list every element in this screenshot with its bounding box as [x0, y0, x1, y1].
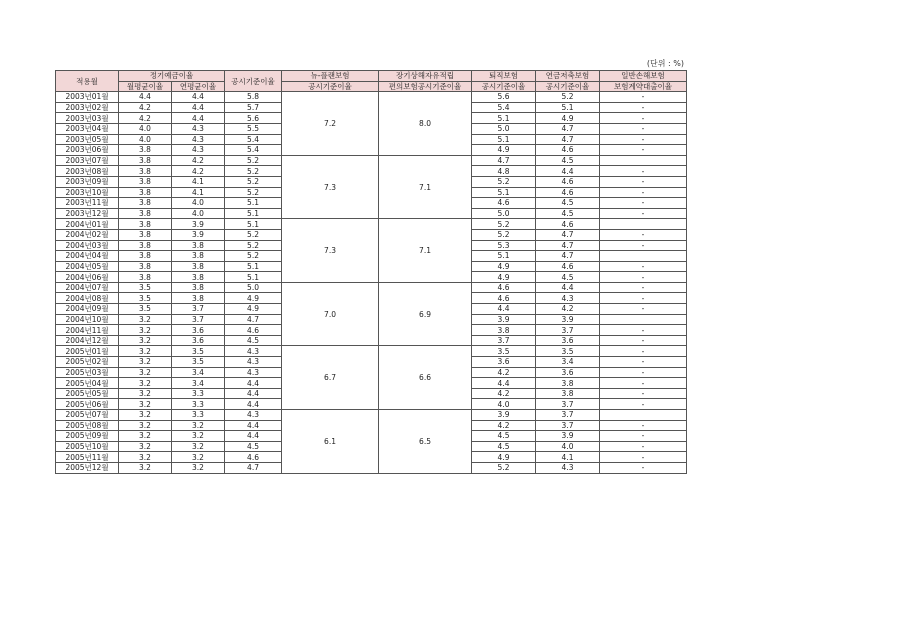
cell-yearly-avg: 3.4	[172, 378, 225, 389]
cell-retire-rate: 3.6	[472, 357, 536, 368]
cell-pension-rate: 4.0	[536, 441, 600, 452]
cell-retire-rate: 4.0	[472, 399, 536, 410]
cell-monthly-avg: 3.5	[119, 282, 172, 293]
cell-public-rate: 5.2	[225, 251, 282, 262]
cell-monthly-avg: 4.0	[119, 134, 172, 145]
cell-date: 2005년05월	[56, 388, 119, 399]
cell-monthly-avg: 3.2	[119, 399, 172, 410]
cell-date: 2003년11월	[56, 198, 119, 209]
header-public-rate: 공시기준이율	[225, 71, 282, 92]
cell-pension-rate: 3.6	[536, 367, 600, 378]
cell-public-rate: 5.4	[225, 145, 282, 156]
cell-yearly-avg: 4.4	[172, 113, 225, 124]
header-newplan-bottom: 공시기준이율	[282, 81, 379, 92]
cell-retire-rate: 5.2	[472, 219, 536, 230]
cell-monthly-avg: 3.8	[119, 219, 172, 230]
cell-retire-rate: 5.0	[472, 123, 536, 134]
cell-retire-rate: 5.1	[472, 187, 536, 198]
cell-monthly-avg: 3.8	[119, 261, 172, 272]
cell-pension-rate: 4.6	[536, 261, 600, 272]
cell-date: 2004년07월	[56, 282, 119, 293]
cell-pension-rate: 3.8	[536, 388, 600, 399]
cell-longterm-rate: 6.6	[379, 346, 472, 410]
cell-public-rate: 4.3	[225, 410, 282, 421]
cell-monthly-avg: 3.2	[119, 410, 172, 421]
cell-yearly-avg: 4.1	[172, 187, 225, 198]
cell-date: 2005년01월	[56, 346, 119, 357]
cell-monthly-avg: 3.2	[119, 367, 172, 378]
cell-monthly-avg: 3.8	[119, 166, 172, 177]
cell-general-rate: -	[600, 208, 687, 219]
cell-general-rate: -	[600, 304, 687, 315]
cell-public-rate: 5.4	[225, 134, 282, 145]
cell-monthly-avg: 3.5	[119, 304, 172, 315]
cell-yearly-avg: 3.2	[172, 462, 225, 473]
cell-retire-rate: 4.7	[472, 155, 536, 166]
cell-date: 2003년10월	[56, 187, 119, 198]
cell-pension-rate: 4.3	[536, 293, 600, 304]
header-yearly-avg: 연평균이율	[172, 81, 225, 92]
unit-label: (단위 : %)	[646, 59, 684, 68]
cell-general-rate: -	[600, 261, 687, 272]
cell-general-rate: -	[600, 325, 687, 336]
cell-monthly-avg: 3.8	[119, 198, 172, 209]
cell-retire-rate: 4.9	[472, 452, 536, 463]
header-monthly-avg: 월평균이율	[119, 81, 172, 92]
cell-general-rate: -	[600, 452, 687, 463]
cell-public-rate: 5.2	[225, 187, 282, 198]
cell-newplan-rate: 6.7	[282, 346, 379, 410]
cell-monthly-avg: 3.2	[119, 388, 172, 399]
cell-monthly-avg: 3.8	[119, 145, 172, 156]
cell-yearly-avg: 4.3	[172, 134, 225, 145]
cell-general-rate: -	[600, 399, 687, 410]
cell-retire-rate: 4.2	[472, 388, 536, 399]
cell-general-rate	[600, 410, 687, 421]
cell-general-rate: -	[600, 229, 687, 240]
cell-general-rate: -	[600, 367, 687, 378]
cell-monthly-avg: 3.2	[119, 378, 172, 389]
header-pension-bottom: 공시기준이율	[536, 81, 600, 92]
cell-monthly-avg: 3.8	[119, 187, 172, 198]
cell-pension-rate: 5.1	[536, 102, 600, 113]
cell-pension-rate: 3.6	[536, 335, 600, 346]
cell-monthly-avg: 4.2	[119, 113, 172, 124]
cell-retire-rate: 5.1	[472, 251, 536, 262]
cell-yearly-avg: 3.9	[172, 229, 225, 240]
cell-yearly-avg: 3.2	[172, 420, 225, 431]
table-row	[56, 282, 687, 293]
cell-general-rate: -	[600, 272, 687, 283]
cell-public-rate: 4.9	[225, 304, 282, 315]
cell-pension-rate: 3.5	[536, 346, 600, 357]
cell-date: 2003년12월	[56, 208, 119, 219]
cell-public-rate: 5.2	[225, 155, 282, 166]
cell-public-rate: 5.1	[225, 261, 282, 272]
cell-pension-rate: 3.7	[536, 325, 600, 336]
cell-pension-rate: 5.2	[536, 92, 600, 103]
cell-monthly-avg: 3.8	[119, 272, 172, 283]
cell-yearly-avg: 3.9	[172, 219, 225, 230]
cell-monthly-avg: 3.2	[119, 314, 172, 325]
cell-date: 2004년04월	[56, 251, 119, 262]
cell-general-rate	[600, 251, 687, 262]
cell-retire-rate: 4.9	[472, 261, 536, 272]
cell-public-rate: 5.8	[225, 92, 282, 103]
cell-general-rate: -	[600, 441, 687, 452]
cell-yearly-avg: 3.5	[172, 346, 225, 357]
cell-public-rate: 5.5	[225, 123, 282, 134]
cell-date: 2003년06월	[56, 145, 119, 156]
cell-public-rate: 4.7	[225, 462, 282, 473]
cell-general-rate: -	[600, 431, 687, 442]
header-date: 적용월	[56, 71, 119, 92]
cell-pension-rate: 4.9	[536, 113, 600, 124]
cell-pension-rate: 3.4	[536, 357, 600, 368]
cell-public-rate: 5.2	[225, 166, 282, 177]
cell-general-rate: -	[600, 176, 687, 187]
cell-pension-rate: 3.7	[536, 420, 600, 431]
cell-date: 2005년04월	[56, 378, 119, 389]
cell-pension-rate: 4.4	[536, 282, 600, 293]
cell-monthly-avg: 4.0	[119, 123, 172, 134]
cell-retire-rate: 3.5	[472, 346, 536, 357]
cell-general-rate: -	[600, 388, 687, 399]
cell-general-rate	[600, 219, 687, 230]
cell-monthly-avg: 3.8	[119, 240, 172, 251]
cell-monthly-avg: 4.4	[119, 92, 172, 103]
cell-date: 2005년06월	[56, 399, 119, 410]
cell-retire-rate: 4.2	[472, 420, 536, 431]
cell-retire-rate: 4.9	[472, 145, 536, 156]
cell-date: 2003년05월	[56, 134, 119, 145]
cell-yearly-avg: 3.5	[172, 357, 225, 368]
cell-general-rate: -	[600, 198, 687, 209]
cell-public-rate: 4.6	[225, 325, 282, 336]
cell-yearly-avg: 3.8	[172, 282, 225, 293]
cell-retire-rate: 4.2	[472, 367, 536, 378]
cell-general-rate: -	[600, 123, 687, 134]
cell-yearly-avg: 3.8	[172, 261, 225, 272]
table-row	[56, 155, 687, 166]
cell-general-rate: -	[600, 282, 687, 293]
cell-public-rate: 5.2	[225, 240, 282, 251]
cell-retire-rate: 5.2	[472, 229, 536, 240]
cell-general-rate: -	[600, 335, 687, 346]
cell-date: 2003년03월	[56, 113, 119, 124]
cell-general-rate: -	[600, 145, 687, 156]
cell-public-rate: 4.4	[225, 388, 282, 399]
cell-pension-rate: 4.5	[536, 272, 600, 283]
cell-general-rate: -	[600, 346, 687, 357]
cell-date: 2004년03월	[56, 240, 119, 251]
cell-longterm-rate: 6.9	[379, 282, 472, 346]
cell-public-rate: 5.1	[225, 198, 282, 209]
cell-newplan-rate: 6.1	[282, 410, 379, 474]
cell-general-rate: -	[600, 102, 687, 113]
cell-public-rate: 4.7	[225, 314, 282, 325]
cell-public-rate: 4.4	[225, 431, 282, 442]
cell-monthly-avg: 3.5	[119, 293, 172, 304]
header-longterm-top: 장기상해자유적립	[379, 71, 472, 82]
cell-retire-rate: 4.9	[472, 272, 536, 283]
cell-retire-rate: 5.2	[472, 462, 536, 473]
cell-pension-rate: 4.6	[536, 145, 600, 156]
cell-pension-rate: 3.8	[536, 378, 600, 389]
table-body	[56, 92, 687, 473]
cell-public-rate: 5.2	[225, 176, 282, 187]
cell-pension-rate: 4.1	[536, 452, 600, 463]
cell-date: 2004년12월	[56, 335, 119, 346]
cell-yearly-avg: 4.0	[172, 198, 225, 209]
cell-yearly-avg: 3.3	[172, 388, 225, 399]
cell-general-rate: -	[600, 420, 687, 431]
cell-yearly-avg: 3.4	[172, 367, 225, 378]
cell-yearly-avg: 3.8	[172, 240, 225, 251]
cell-retire-rate: 5.2	[472, 176, 536, 187]
cell-newplan-rate: 7.3	[282, 155, 379, 219]
cell-pension-rate: 4.5	[536, 208, 600, 219]
cell-retire-rate: 5.3	[472, 240, 536, 251]
cell-public-rate: 5.1	[225, 208, 282, 219]
cell-monthly-avg: 3.8	[119, 155, 172, 166]
cell-retire-rate: 5.1	[472, 134, 536, 145]
cell-pension-rate: 3.9	[536, 314, 600, 325]
cell-public-rate: 4.9	[225, 293, 282, 304]
cell-date: 2003년09월	[56, 176, 119, 187]
cell-monthly-avg: 3.8	[119, 176, 172, 187]
cell-monthly-avg: 3.8	[119, 208, 172, 219]
cell-monthly-avg: 3.2	[119, 346, 172, 357]
cell-date: 2005년09월	[56, 431, 119, 442]
cell-date: 2004년02월	[56, 229, 119, 240]
header-newplan-top: 뉴-플랜보험	[282, 71, 379, 82]
cell-date: 2004년08월	[56, 293, 119, 304]
table-row	[56, 410, 687, 421]
cell-yearly-avg: 3.6	[172, 335, 225, 346]
cell-date: 2004년06월	[56, 272, 119, 283]
cell-retire-rate: 4.6	[472, 198, 536, 209]
cell-public-rate: 4.3	[225, 367, 282, 378]
cell-pension-rate: 4.4	[536, 166, 600, 177]
cell-public-rate: 4.4	[225, 378, 282, 389]
cell-yearly-avg: 3.2	[172, 441, 225, 452]
cell-date: 2003년01월	[56, 92, 119, 103]
cell-pension-rate: 4.5	[536, 155, 600, 166]
cell-monthly-avg: 3.2	[119, 325, 172, 336]
cell-public-rate: 4.6	[225, 452, 282, 463]
table-row	[56, 219, 687, 230]
cell-public-rate: 5.0	[225, 282, 282, 293]
cell-retire-rate: 3.7	[472, 335, 536, 346]
cell-public-rate: 4.4	[225, 399, 282, 410]
cell-longterm-rate: 6.5	[379, 410, 472, 474]
cell-date: 2004년05월	[56, 261, 119, 272]
cell-date: 2003년07월	[56, 155, 119, 166]
cell-newplan-rate: 7.0	[282, 282, 379, 346]
cell-pension-rate: 3.9	[536, 431, 600, 442]
header-longterm-bottom: 편의보험공시기준이율	[379, 81, 472, 92]
cell-general-rate: -	[600, 92, 687, 103]
cell-date: 2003년02월	[56, 102, 119, 113]
cell-monthly-avg: 3.2	[119, 357, 172, 368]
cell-retire-rate: 4.5	[472, 431, 536, 442]
cell-general-rate: -	[600, 240, 687, 251]
interest-rate-table	[55, 70, 687, 474]
cell-public-rate: 5.6	[225, 113, 282, 124]
cell-pension-rate: 4.7	[536, 123, 600, 134]
cell-monthly-avg: 3.2	[119, 462, 172, 473]
cell-yearly-avg: 4.0	[172, 208, 225, 219]
cell-general-rate	[600, 155, 687, 166]
cell-monthly-avg: 4.2	[119, 102, 172, 113]
cell-yearly-avg: 4.1	[172, 176, 225, 187]
cell-date: 2005년12월	[56, 462, 119, 473]
cell-retire-rate: 4.4	[472, 378, 536, 389]
cell-retire-rate: 3.8	[472, 325, 536, 336]
cell-monthly-avg: 3.8	[119, 251, 172, 262]
cell-public-rate: 5.7	[225, 102, 282, 113]
cell-retire-rate: 3.9	[472, 410, 536, 421]
cell-yearly-avg: 3.8	[172, 293, 225, 304]
cell-pension-rate: 4.6	[536, 219, 600, 230]
header-retire-bottom: 공시기준이율	[472, 81, 536, 92]
cell-public-rate: 5.1	[225, 219, 282, 230]
header-general-bottom: 보험계약대출이율	[600, 81, 687, 92]
cell-yearly-avg: 4.3	[172, 145, 225, 156]
cell-newplan-rate: 7.2	[282, 92, 379, 156]
cell-retire-rate: 4.5	[472, 441, 536, 452]
cell-date: 2005년02월	[56, 357, 119, 368]
cell-retire-rate: 5.1	[472, 113, 536, 124]
cell-retire-rate: 5.4	[472, 102, 536, 113]
cell-yearly-avg: 3.7	[172, 314, 225, 325]
cell-yearly-avg: 3.8	[172, 251, 225, 262]
cell-monthly-avg: 3.2	[119, 335, 172, 346]
cell-monthly-avg: 3.2	[119, 452, 172, 463]
cell-monthly-avg: 3.2	[119, 431, 172, 442]
cell-public-rate: 4.4	[225, 420, 282, 431]
cell-retire-rate: 4.6	[472, 293, 536, 304]
cell-general-rate: -	[600, 462, 687, 473]
cell-date: 2004년01월	[56, 219, 119, 230]
cell-public-rate: 5.1	[225, 272, 282, 283]
cell-general-rate: -	[600, 187, 687, 198]
header-deposit-group: 정기예금이율	[119, 71, 225, 82]
header-retire-top: 퇴직보험	[472, 71, 536, 82]
cell-public-rate: 5.2	[225, 229, 282, 240]
header-general-top: 일반손해보험	[600, 71, 687, 82]
cell-pension-rate: 3.7	[536, 399, 600, 410]
cell-pension-rate: 4.2	[536, 304, 600, 315]
cell-monthly-avg: 3.2	[119, 420, 172, 431]
cell-date: 2003년08월	[56, 166, 119, 177]
cell-general-rate: -	[600, 357, 687, 368]
cell-newplan-rate: 7.3	[282, 219, 379, 283]
cell-pension-rate: 4.7	[536, 229, 600, 240]
cell-monthly-avg: 3.8	[119, 229, 172, 240]
cell-pension-rate: 4.6	[536, 187, 600, 198]
cell-yearly-avg: 4.2	[172, 155, 225, 166]
cell-pension-rate: 3.7	[536, 410, 600, 421]
cell-date: 2005년03월	[56, 367, 119, 378]
cell-general-rate: -	[600, 378, 687, 389]
cell-retire-rate: 4.6	[472, 282, 536, 293]
cell-yearly-avg: 3.8	[172, 272, 225, 283]
cell-date: 2005년07월	[56, 410, 119, 421]
cell-general-rate: -	[600, 113, 687, 124]
cell-retire-rate: 5.0	[472, 208, 536, 219]
cell-pension-rate: 4.5	[536, 198, 600, 209]
cell-general-rate: -	[600, 166, 687, 177]
table-row	[56, 346, 687, 357]
cell-public-rate: 4.5	[225, 441, 282, 452]
table-row	[56, 92, 687, 103]
cell-yearly-avg: 4.4	[172, 92, 225, 103]
cell-yearly-avg: 3.3	[172, 399, 225, 410]
cell-date: 2005년11월	[56, 452, 119, 463]
cell-date: 2004년10월	[56, 314, 119, 325]
cell-yearly-avg: 3.3	[172, 410, 225, 421]
cell-retire-rate: 5.6	[472, 92, 536, 103]
cell-yearly-avg: 3.6	[172, 325, 225, 336]
cell-public-rate: 4.3	[225, 346, 282, 357]
cell-pension-rate: 4.7	[536, 251, 600, 262]
cell-monthly-avg: 3.2	[119, 441, 172, 452]
header-pension-top: 연금저축보험	[536, 71, 600, 82]
cell-date: 2005년10월	[56, 441, 119, 452]
cell-date: 2004년11월	[56, 325, 119, 336]
cell-date: 2003년04월	[56, 123, 119, 134]
cell-retire-rate: 3.9	[472, 314, 536, 325]
cell-yearly-avg: 3.7	[172, 304, 225, 315]
cell-yearly-avg: 4.3	[172, 123, 225, 134]
cell-general-rate: -	[600, 134, 687, 145]
cell-pension-rate: 4.7	[536, 240, 600, 251]
cell-longterm-rate: 8.0	[379, 92, 472, 156]
cell-retire-rate: 4.4	[472, 304, 536, 315]
cell-yearly-avg: 4.4	[172, 102, 225, 113]
cell-longterm-rate: 7.1	[379, 219, 472, 283]
cell-general-rate: -	[600, 293, 687, 304]
cell-public-rate: 4.3	[225, 357, 282, 368]
cell-public-rate: 4.5	[225, 335, 282, 346]
cell-pension-rate: 4.7	[536, 134, 600, 145]
cell-longterm-rate: 7.1	[379, 155, 472, 219]
cell-yearly-avg: 3.2	[172, 452, 225, 463]
cell-pension-rate: 4.6	[536, 176, 600, 187]
cell-pension-rate: 4.3	[536, 462, 600, 473]
cell-retire-rate: 4.8	[472, 166, 536, 177]
cell-general-rate	[600, 314, 687, 325]
cell-date: 2004년09월	[56, 304, 119, 315]
cell-yearly-avg: 4.2	[172, 166, 225, 177]
cell-date: 2005년08월	[56, 420, 119, 431]
cell-yearly-avg: 3.2	[172, 431, 225, 442]
